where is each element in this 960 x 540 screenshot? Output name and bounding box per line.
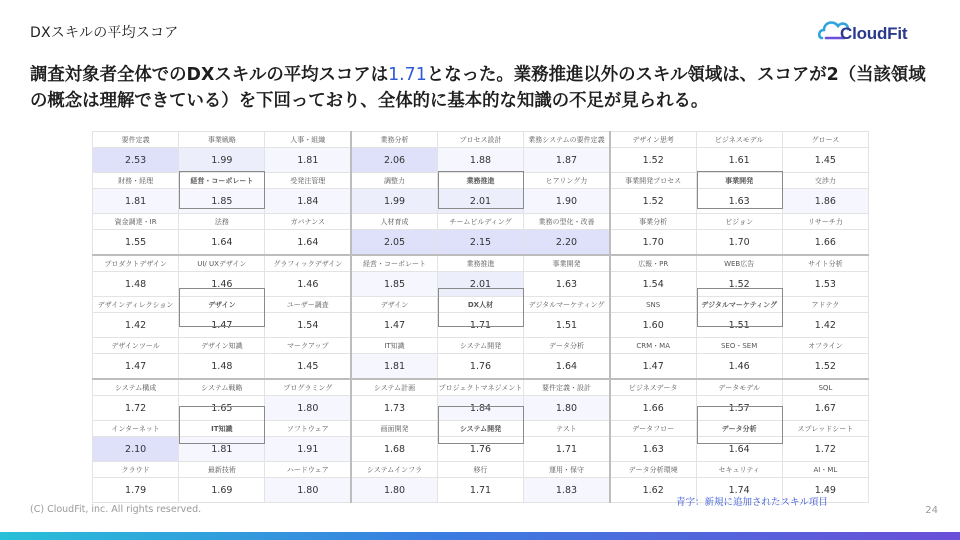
skill-score: 1.70: [610, 230, 696, 256]
skill-score: 1.64: [265, 230, 351, 256]
skill-label: データ分析: [524, 338, 610, 354]
grid-value-row: [93, 437, 869, 462]
skill-score: 2.15: [437, 230, 523, 256]
skill-score: 1.65: [179, 396, 265, 421]
grid-label-row: [93, 338, 869, 354]
skill-score: 1.90: [524, 189, 610, 214]
skill-score: 1.52: [782, 354, 868, 380]
skill-score: 1.47: [610, 354, 696, 380]
skill-label: 事業開発プロセス: [610, 173, 696, 189]
skill-score: 1.80: [265, 478, 351, 503]
skill-label: デザイン: [351, 297, 437, 313]
skill-score: 1.52: [610, 148, 696, 173]
skill-label: システム構成: [93, 379, 179, 396]
skill-score: 1.66: [782, 230, 868, 256]
skill-score: 1.55: [93, 230, 179, 256]
skill-score: 1.81: [179, 437, 265, 462]
skill-label: グロース: [782, 132, 868, 148]
skill-score: 1.85: [351, 272, 437, 297]
skill-score-table: [92, 131, 869, 503]
skill-score: 2.10: [93, 437, 179, 462]
skill-score: 1.47: [93, 354, 179, 380]
skill-score: 1.80: [524, 396, 610, 421]
skill-label: 経営・コーポレート: [179, 173, 265, 189]
skill-score: 1.49: [782, 478, 868, 503]
skill-label: SNS: [610, 297, 696, 313]
skill-score: 1.53: [782, 272, 868, 297]
skill-label: プロセス設計: [437, 132, 523, 148]
skill-score: 1.76: [437, 354, 523, 380]
grid-value-row: [93, 272, 869, 297]
skill-label: 経営・コーポレート: [351, 255, 437, 272]
skill-label: 人材育成: [351, 214, 437, 230]
skill-label: データモデル: [696, 379, 782, 396]
skill-score: 1.54: [265, 313, 351, 338]
skill-label: 交渉力: [782, 173, 868, 189]
skill-score: 1.62: [610, 478, 696, 503]
skill-label: スプレッドシート: [782, 421, 868, 437]
skill-score: 1.91: [265, 437, 351, 462]
skill-label: CRM・MA: [610, 338, 696, 354]
skill-label: デザイン思考: [610, 132, 696, 148]
skill-label: ガバナンス: [265, 214, 351, 230]
headline-part2: となった。業務推進以外のスキル領域は、スコアが2（当該領域の概念は理解できている）を下回っており、全体的に基本的な知識の不足が見られる。: [30, 65, 926, 111]
skill-label: WEB広告: [696, 255, 782, 272]
skill-label: SQL: [782, 379, 868, 396]
skill-score: 1.51: [696, 313, 782, 338]
skill-label: IT知識: [179, 421, 265, 437]
skill-score: 1.46: [696, 354, 782, 380]
skill-label: セキュリティ: [696, 462, 782, 478]
grid-label-row: [93, 132, 869, 148]
skill-label: ハードウェア: [265, 462, 351, 478]
skill-score: 1.67: [782, 396, 868, 421]
skill-score: 1.87: [524, 148, 610, 173]
skill-score: 1.88: [437, 148, 523, 173]
skill-label: インターネット: [93, 421, 179, 437]
skill-score: 1.83: [524, 478, 610, 503]
skill-label: 人事・組織: [265, 132, 351, 148]
logo-text: CloudFit: [840, 24, 908, 43]
skill-label: ユーザー調査: [265, 297, 351, 313]
skill-label: 要件定義: [93, 132, 179, 148]
skill-label: デザインツール: [93, 338, 179, 354]
skill-label: アドテク: [782, 297, 868, 313]
headline-part1: 調査対象者全体でのDXスキルの平均スコアは: [30, 65, 389, 85]
skill-label: プログラミング: [265, 379, 351, 396]
skill-score: 1.61: [696, 148, 782, 173]
skill-score: 1.51: [524, 313, 610, 338]
skill-score: 1.72: [782, 437, 868, 462]
skill-score: 1.42: [782, 313, 868, 338]
skill-score: 1.85: [179, 189, 265, 214]
skill-score: 1.47: [351, 313, 437, 338]
skill-score: 1.74: [696, 478, 782, 503]
skill-score: 1.48: [179, 354, 265, 380]
skill-label: 資金調達・IR: [93, 214, 179, 230]
skill-score: 1.54: [610, 272, 696, 297]
skill-score: 1.81: [351, 354, 437, 380]
skill-score: 1.99: [351, 189, 437, 214]
grid-label-row: [93, 462, 869, 478]
skill-label: IT知識: [351, 338, 437, 354]
skill-score: 1.46: [179, 272, 265, 297]
grid-label-row: [93, 173, 869, 189]
skill-score: 1.81: [265, 148, 351, 173]
skill-label: システムインフラ: [351, 462, 437, 478]
skill-label: 画面開発: [351, 421, 437, 437]
page-number: 24: [925, 505, 938, 516]
grid-label-row: [93, 379, 869, 396]
skill-label: デジタルマーケティング: [524, 297, 610, 313]
skill-label: プロジェクトマネジメント: [437, 379, 523, 396]
skill-score: 1.45: [265, 354, 351, 380]
skill-score-grid: [92, 131, 869, 496]
skill-label: マークアップ: [265, 338, 351, 354]
skill-score: 1.45: [782, 148, 868, 173]
grid-value-row: [93, 230, 869, 256]
skill-label: オフライン: [782, 338, 868, 354]
skill-label: プロダクトデザイン: [93, 255, 179, 272]
skill-score: 1.63: [696, 189, 782, 214]
skill-score: 1.64: [696, 437, 782, 462]
skill-score: 1.79: [93, 478, 179, 503]
skill-score: 2.53: [93, 148, 179, 173]
skill-label: ソフトウェア: [265, 421, 351, 437]
skill-label: デザイン: [179, 297, 265, 313]
skill-score: 1.64: [179, 230, 265, 256]
grid-value-row: [93, 148, 869, 173]
skill-score: 1.63: [610, 437, 696, 462]
skill-score: 1.80: [265, 396, 351, 421]
legend-note: 青字：新規に追加されたスキル項目: [676, 497, 828, 508]
skill-score: 1.72: [93, 396, 179, 421]
skill-label: 移行: [437, 462, 523, 478]
skill-label: 業務システムの要件定義: [524, 132, 610, 148]
skill-label: 業務分析: [351, 132, 437, 148]
skill-label: 財務・経理: [93, 173, 179, 189]
grid-label-row: [93, 297, 869, 313]
skill-label: 業務推進: [437, 173, 523, 189]
skill-score: 1.68: [351, 437, 437, 462]
skill-score: 1.42: [93, 313, 179, 338]
skill-label: 調整力: [351, 173, 437, 189]
skill-label: 業務の型化・改善: [524, 214, 610, 230]
skill-score: 1.80: [351, 478, 437, 503]
skill-label: 事業戦略: [179, 132, 265, 148]
skill-score: 1.46: [265, 272, 351, 297]
skill-score: 1.52: [610, 189, 696, 214]
skill-label: グラフィックデザイン: [265, 255, 351, 272]
skill-score: 1.84: [437, 396, 523, 421]
skill-label: 事業分析: [610, 214, 696, 230]
skill-score: 2.06: [351, 148, 437, 173]
skill-score: 1.64: [524, 354, 610, 380]
skill-score: 1.99: [179, 148, 265, 173]
skill-label: 受発注管理: [265, 173, 351, 189]
skill-label: システム計画: [351, 379, 437, 396]
skill-score: 2.20: [524, 230, 610, 256]
skill-score: 1.73: [351, 396, 437, 421]
skill-label: 事業開発: [524, 255, 610, 272]
copyright: (C) CloudFit, inc. All rights reserved.: [30, 504, 202, 515]
skill-label: 広報・PR: [610, 255, 696, 272]
skill-label: システム開発: [437, 338, 523, 354]
grid-value-row: [93, 354, 869, 380]
headline: [30, 62, 935, 114]
slide-title: DXスキルの平均スコア: [30, 25, 179, 41]
skill-score: 1.48: [93, 272, 179, 297]
skill-label: ビジネスモデル: [696, 132, 782, 148]
grid-value-row: [93, 313, 869, 338]
cloudfit-logo: [818, 14, 938, 48]
skill-score: 1.71: [437, 313, 523, 338]
skill-label: デザイン知識: [179, 338, 265, 354]
skill-label: 事業開発: [696, 173, 782, 189]
skill-score: 1.63: [524, 272, 610, 297]
grid-value-row: [93, 396, 869, 421]
skill-label: 要件定義・設計: [524, 379, 610, 396]
skill-label: UI/ UXデザイン: [179, 255, 265, 272]
skill-score: 1.47: [179, 313, 265, 338]
skill-label: サイト分析: [782, 255, 868, 272]
skill-label: ビジョン: [696, 214, 782, 230]
skill-score: 1.57: [696, 396, 782, 421]
skill-score: 2.05: [351, 230, 437, 256]
headline-average-score: 1.71: [388, 65, 427, 85]
bottom-gradient-bar: [0, 532, 960, 540]
skill-label: データ分析環境: [610, 462, 696, 478]
skill-label: AI・ML: [782, 462, 868, 478]
skill-label: データフロー: [610, 421, 696, 437]
skill-score: 2.01: [437, 272, 523, 297]
skill-label: デジタルマーケティング: [696, 297, 782, 313]
skill-label: データ分析: [696, 421, 782, 437]
grid-label-row: [93, 214, 869, 230]
skill-score: 1.86: [782, 189, 868, 214]
grid-label-row: [93, 255, 869, 272]
skill-score: 1.76: [437, 437, 523, 462]
skill-score: 1.81: [93, 189, 179, 214]
skill-label: SEO・SEM: [696, 338, 782, 354]
skill-label: システム戦略: [179, 379, 265, 396]
skill-label: DX人材: [437, 297, 523, 313]
skill-label: 最新技術: [179, 462, 265, 478]
skill-label: テスト: [524, 421, 610, 437]
skill-label: 運用・保守: [524, 462, 610, 478]
skill-label: クラウド: [93, 462, 179, 478]
grid-value-row: [93, 189, 869, 214]
skill-score: 1.69: [179, 478, 265, 503]
skill-label: 法務: [179, 214, 265, 230]
skill-score: 1.52: [696, 272, 782, 297]
skill-label: ヒアリング力: [524, 173, 610, 189]
skill-score: 1.71: [524, 437, 610, 462]
skill-score: 1.60: [610, 313, 696, 338]
skill-label: デザインディレクション: [93, 297, 179, 313]
grid-label-row: [93, 421, 869, 437]
skill-label: チームビルディング: [437, 214, 523, 230]
skill-score: 1.70: [696, 230, 782, 256]
skill-score: 1.71: [437, 478, 523, 503]
skill-label: リサーチ力: [782, 214, 868, 230]
skill-score: 1.66: [610, 396, 696, 421]
skill-score: 1.84: [265, 189, 351, 214]
skill-label: ビジネスデータ: [610, 379, 696, 396]
skill-label: 業務推進: [437, 255, 523, 272]
skill-label: システム開発: [437, 421, 523, 437]
skill-score: 2.01: [437, 189, 523, 214]
